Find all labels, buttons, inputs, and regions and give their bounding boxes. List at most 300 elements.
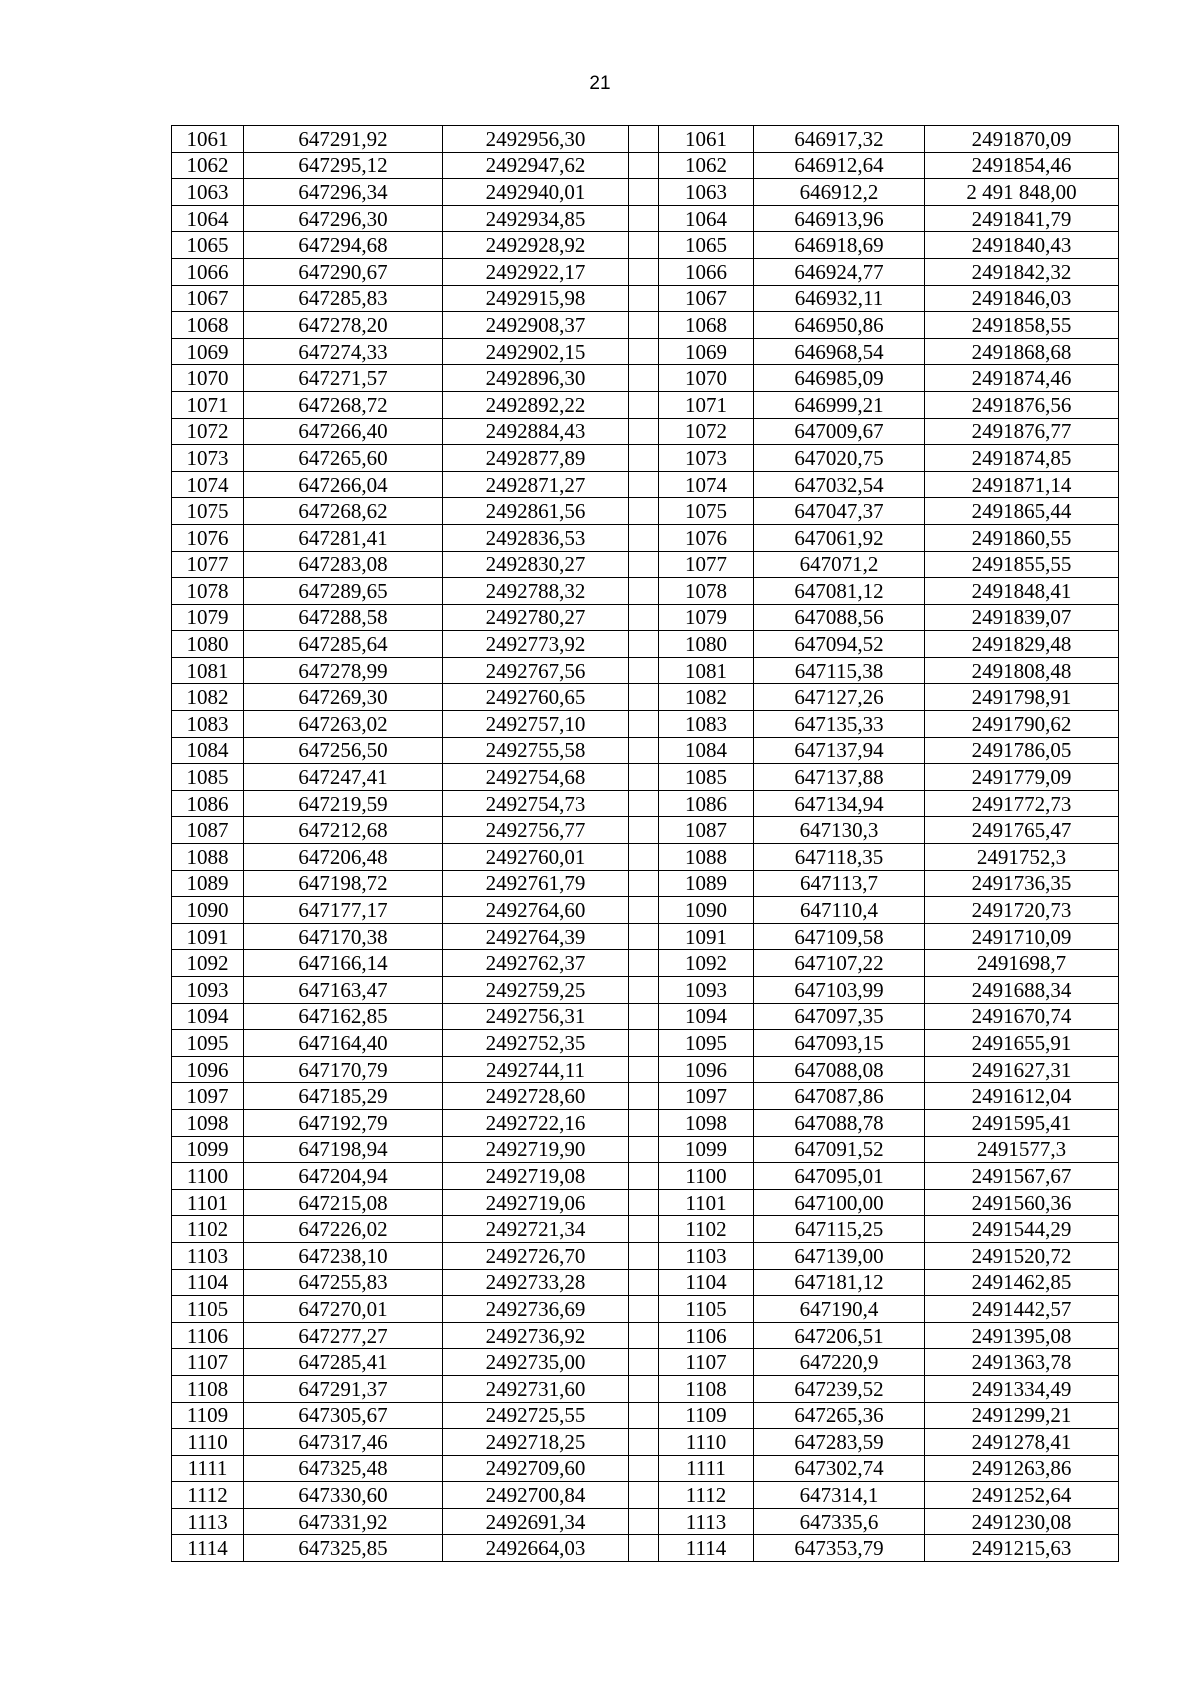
right-y-coordinate: 2491790,62: [925, 711, 1119, 738]
table-row: [172, 844, 1119, 871]
spacer-cell: [629, 844, 659, 871]
left-y-coordinate: 2492764,60: [443, 897, 629, 924]
right-x-coordinate: 647113,7: [754, 870, 925, 897]
left-x-coordinate: 647270,01: [244, 1296, 443, 1323]
right-point-number: 1075: [659, 498, 754, 525]
right-point-number: 1065: [659, 232, 754, 259]
left-x-coordinate: 647256,50: [244, 737, 443, 764]
spacer-cell: [629, 152, 659, 179]
right-x-coordinate: 647091,52: [754, 1136, 925, 1163]
right-x-coordinate: 647032,54: [754, 471, 925, 498]
left-x-coordinate: 647255,83: [244, 1269, 443, 1296]
left-x-coordinate: 647192,79: [244, 1109, 443, 1136]
left-x-coordinate: 647164,40: [244, 1030, 443, 1057]
right-y-coordinate: 2491462,85: [925, 1269, 1119, 1296]
right-x-coordinate: 646913,96: [754, 205, 925, 232]
left-x-coordinate: 647185,29: [244, 1083, 443, 1110]
spacer-cell: [629, 657, 659, 684]
spacer-cell: [629, 1189, 659, 1216]
right-x-coordinate: 647137,94: [754, 737, 925, 764]
left-y-coordinate: 2492756,31: [443, 1003, 629, 1030]
spacer-cell: [629, 1429, 659, 1456]
right-y-coordinate: 2491334,49: [925, 1375, 1119, 1402]
right-y-coordinate: 2491278,41: [925, 1429, 1119, 1456]
left-y-coordinate: 2492719,06: [443, 1189, 629, 1216]
right-point-number: 1110: [659, 1429, 754, 1456]
right-x-coordinate: 647239,52: [754, 1375, 925, 1402]
right-point-number: 1109: [659, 1402, 754, 1429]
spacer-cell: [629, 631, 659, 658]
left-x-coordinate: 647206,48: [244, 844, 443, 871]
right-x-coordinate: 647118,35: [754, 844, 925, 871]
left-x-coordinate: 647163,47: [244, 977, 443, 1004]
left-x-coordinate: 647265,60: [244, 445, 443, 472]
right-x-coordinate: 647115,38: [754, 657, 925, 684]
right-x-coordinate: 647103,99: [754, 977, 925, 1004]
table-row: [172, 1402, 1119, 1429]
right-x-coordinate: 647190,4: [754, 1296, 925, 1323]
right-x-coordinate: 647353,79: [754, 1535, 925, 1562]
left-point-number: 1061: [172, 126, 244, 153]
left-y-coordinate: 2492861,56: [443, 498, 629, 525]
left-y-coordinate: 2492877,89: [443, 445, 629, 472]
right-x-coordinate: 647181,12: [754, 1269, 925, 1296]
spacer-cell: [629, 817, 659, 844]
left-y-coordinate: 2492871,27: [443, 471, 629, 498]
coordinates-table: [171, 125, 1119, 1562]
right-point-number: 1077: [659, 551, 754, 578]
left-point-number: 1069: [172, 338, 244, 365]
right-x-coordinate: 646999,21: [754, 391, 925, 418]
right-point-number: 1078: [659, 578, 754, 605]
left-x-coordinate: 647291,92: [244, 126, 443, 153]
right-y-coordinate: 2491846,03: [925, 285, 1119, 312]
right-y-coordinate: 2491842,32: [925, 258, 1119, 285]
left-y-coordinate: 2492788,32: [443, 578, 629, 605]
right-x-coordinate: 647135,33: [754, 711, 925, 738]
right-y-coordinate: 2491841,79: [925, 205, 1119, 232]
spacer-cell: [629, 1482, 659, 1509]
left-y-coordinate: 2492892,22: [443, 391, 629, 418]
left-x-coordinate: 647212,68: [244, 817, 443, 844]
right-point-number: 1113: [659, 1508, 754, 1535]
left-point-number: 1096: [172, 1056, 244, 1083]
left-x-coordinate: 647285,64: [244, 631, 443, 658]
table-row: [172, 684, 1119, 711]
right-point-number: 1095: [659, 1030, 754, 1057]
right-y-coordinate: 2491655,91: [925, 1030, 1119, 1057]
left-point-number: 1085: [172, 764, 244, 791]
right-point-number: 1104: [659, 1269, 754, 1296]
right-y-coordinate: 2491698,7: [925, 950, 1119, 977]
spacer-cell: [629, 604, 659, 631]
spacer-cell: [629, 1322, 659, 1349]
left-point-number: 1111: [172, 1455, 244, 1482]
right-y-coordinate: 2491876,77: [925, 418, 1119, 445]
left-x-coordinate: 647296,30: [244, 205, 443, 232]
right-point-number: 1101: [659, 1189, 754, 1216]
table-row: [172, 1056, 1119, 1083]
left-y-coordinate: 2492700,84: [443, 1482, 629, 1509]
spacer-cell: [629, 897, 659, 924]
left-y-coordinate: 2492759,25: [443, 977, 629, 1004]
left-x-coordinate: 647281,41: [244, 524, 443, 551]
right-y-coordinate: 2491567,67: [925, 1163, 1119, 1190]
left-y-coordinate: 2492731,60: [443, 1375, 629, 1402]
right-y-coordinate: 2491874,46: [925, 365, 1119, 392]
right-point-number: 1090: [659, 897, 754, 924]
table-row: [172, 445, 1119, 472]
left-x-coordinate: 647226,02: [244, 1216, 443, 1243]
left-x-coordinate: 647271,57: [244, 365, 443, 392]
right-x-coordinate: 647107,22: [754, 950, 925, 977]
right-x-coordinate: 646912,2: [754, 179, 925, 206]
table-row: [172, 657, 1119, 684]
left-y-coordinate: 2492664,03: [443, 1535, 629, 1562]
left-y-coordinate: 2492934,85: [443, 205, 629, 232]
left-y-coordinate: 2492722,16: [443, 1109, 629, 1136]
right-point-number: 1079: [659, 604, 754, 631]
table-row: [172, 498, 1119, 525]
table-row: [172, 126, 1119, 153]
spacer-cell: [629, 471, 659, 498]
table-row: [172, 1269, 1119, 1296]
spacer-cell: [629, 1375, 659, 1402]
spacer-cell: [629, 1296, 659, 1323]
left-point-number: 1075: [172, 498, 244, 525]
right-point-number: 1062: [659, 152, 754, 179]
table-row: [172, 418, 1119, 445]
table-row: [172, 152, 1119, 179]
right-y-coordinate: 2491839,07: [925, 604, 1119, 631]
left-point-number: 1095: [172, 1030, 244, 1057]
left-point-number: 1101: [172, 1189, 244, 1216]
right-point-number: 1072: [659, 418, 754, 445]
left-y-coordinate: 2492896,30: [443, 365, 629, 392]
left-x-coordinate: 647204,94: [244, 1163, 443, 1190]
left-x-coordinate: 647288,58: [244, 604, 443, 631]
table-row: [172, 1216, 1119, 1243]
table-row: [172, 471, 1119, 498]
table-row: [172, 897, 1119, 924]
spacer-cell: [629, 977, 659, 1004]
spacer-cell: [629, 365, 659, 392]
left-x-coordinate: 647263,02: [244, 711, 443, 738]
spacer-cell: [629, 312, 659, 339]
left-point-number: 1098: [172, 1109, 244, 1136]
left-point-number: 1094: [172, 1003, 244, 1030]
left-x-coordinate: 647330,60: [244, 1482, 443, 1509]
left-y-coordinate: 2492756,77: [443, 817, 629, 844]
right-y-coordinate: 2491808,48: [925, 657, 1119, 684]
coordinates-table-body: [172, 126, 1119, 1562]
right-y-coordinate: 2491876,56: [925, 391, 1119, 418]
spacer-cell: [629, 445, 659, 472]
right-y-coordinate: 2491736,35: [925, 870, 1119, 897]
spacer-cell: [629, 1030, 659, 1057]
spacer-cell: [629, 1136, 659, 1163]
left-y-coordinate: 2492760,65: [443, 684, 629, 711]
right-point-number: 1114: [659, 1535, 754, 1562]
left-point-number: 1107: [172, 1349, 244, 1376]
right-x-coordinate: 646917,32: [754, 126, 925, 153]
right-x-coordinate: 646968,54: [754, 338, 925, 365]
left-y-coordinate: 2492762,37: [443, 950, 629, 977]
table-row: [172, 179, 1119, 206]
right-y-coordinate: 2491765,47: [925, 817, 1119, 844]
right-point-number: 1103: [659, 1242, 754, 1269]
left-y-coordinate: 2492744,11: [443, 1056, 629, 1083]
right-point-number: 1087: [659, 817, 754, 844]
right-x-coordinate: 647088,56: [754, 604, 925, 631]
right-x-coordinate: 647088,78: [754, 1109, 925, 1136]
left-y-coordinate: 2492764,39: [443, 923, 629, 950]
right-x-coordinate: 647220,9: [754, 1349, 925, 1376]
right-x-coordinate: 647047,37: [754, 498, 925, 525]
right-y-coordinate: 2491544,29: [925, 1216, 1119, 1243]
left-y-coordinate: 2492709,60: [443, 1455, 629, 1482]
right-y-coordinate: 2491752,3: [925, 844, 1119, 871]
left-point-number: 1067: [172, 285, 244, 312]
left-point-number: 1086: [172, 790, 244, 817]
left-x-coordinate: 647268,62: [244, 498, 443, 525]
spacer-cell: [629, 1056, 659, 1083]
left-point-number: 1102: [172, 1216, 244, 1243]
right-point-number: 1070: [659, 365, 754, 392]
left-point-number: 1081: [172, 657, 244, 684]
table-row: [172, 551, 1119, 578]
left-point-number: 1066: [172, 258, 244, 285]
right-point-number: 1064: [659, 205, 754, 232]
right-x-coordinate: 647009,67: [754, 418, 925, 445]
right-y-coordinate: 2491871,14: [925, 471, 1119, 498]
table-row: [172, 1455, 1119, 1482]
right-x-coordinate: 647115,25: [754, 1216, 925, 1243]
left-x-coordinate: 647285,41: [244, 1349, 443, 1376]
spacer-cell: [629, 790, 659, 817]
table-row: [172, 1349, 1119, 1376]
left-point-number: 1108: [172, 1375, 244, 1402]
table-row: [172, 1030, 1119, 1057]
spacer-cell: [629, 1455, 659, 1482]
left-y-coordinate: 2492836,53: [443, 524, 629, 551]
right-y-coordinate: 2491263,86: [925, 1455, 1119, 1482]
left-y-coordinate: 2492947,62: [443, 152, 629, 179]
spacer-cell: [629, 1216, 659, 1243]
right-x-coordinate: 647061,92: [754, 524, 925, 551]
left-y-coordinate: 2492736,92: [443, 1322, 629, 1349]
table-row: [172, 391, 1119, 418]
left-x-coordinate: 647266,04: [244, 471, 443, 498]
right-y-coordinate: 2491840,43: [925, 232, 1119, 259]
right-y-coordinate: 2491299,21: [925, 1402, 1119, 1429]
table-row: [172, 258, 1119, 285]
spacer-cell: [629, 1163, 659, 1190]
right-x-coordinate: 646932,11: [754, 285, 925, 312]
right-y-coordinate: 2491215,63: [925, 1535, 1119, 1562]
right-x-coordinate: 646918,69: [754, 232, 925, 259]
left-point-number: 1076: [172, 524, 244, 551]
right-x-coordinate: 647081,12: [754, 578, 925, 605]
left-point-number: 1097: [172, 1083, 244, 1110]
left-y-coordinate: 2492956,30: [443, 126, 629, 153]
table-row: [172, 1242, 1119, 1269]
spacer-cell: [629, 498, 659, 525]
right-x-coordinate: 647071,2: [754, 551, 925, 578]
left-point-number: 1064: [172, 205, 244, 232]
table-row: [172, 1136, 1119, 1163]
left-point-number: 1114: [172, 1535, 244, 1562]
left-y-coordinate: 2492902,15: [443, 338, 629, 365]
left-point-number: 1072: [172, 418, 244, 445]
left-y-coordinate: 2492761,79: [443, 870, 629, 897]
left-x-coordinate: 647289,65: [244, 578, 443, 605]
right-point-number: 1106: [659, 1322, 754, 1349]
right-x-coordinate: 647139,00: [754, 1242, 925, 1269]
left-point-number: 1063: [172, 179, 244, 206]
left-y-coordinate: 2492922,17: [443, 258, 629, 285]
spacer-cell: [629, 1083, 659, 1110]
right-y-coordinate: 2491395,08: [925, 1322, 1119, 1349]
left-y-coordinate: 2492691,34: [443, 1508, 629, 1535]
right-x-coordinate: 647302,74: [754, 1455, 925, 1482]
left-y-coordinate: 2492721,34: [443, 1216, 629, 1243]
left-point-number: 1087: [172, 817, 244, 844]
left-y-coordinate: 2492754,73: [443, 790, 629, 817]
left-x-coordinate: 647198,72: [244, 870, 443, 897]
left-point-number: 1106: [172, 1322, 244, 1349]
right-y-coordinate: 2491720,73: [925, 897, 1119, 924]
left-y-coordinate: 2492884,43: [443, 418, 629, 445]
spacer-cell: [629, 684, 659, 711]
spacer-cell: [629, 950, 659, 977]
left-y-coordinate: 2492735,00: [443, 1349, 629, 1376]
spacer-cell: [629, 1109, 659, 1136]
left-x-coordinate: 647317,46: [244, 1429, 443, 1456]
table-row: [172, 817, 1119, 844]
table-row: [172, 790, 1119, 817]
right-y-coordinate: 2491855,55: [925, 551, 1119, 578]
left-x-coordinate: 647283,08: [244, 551, 443, 578]
right-x-coordinate: 647097,35: [754, 1003, 925, 1030]
spacer-cell: [629, 1402, 659, 1429]
right-y-coordinate: 2491577,3: [925, 1136, 1119, 1163]
left-y-coordinate: 2492928,92: [443, 232, 629, 259]
spacer-cell: [629, 711, 659, 738]
left-y-coordinate: 2492719,90: [443, 1136, 629, 1163]
spacer-cell: [629, 338, 659, 365]
table-row: [172, 1083, 1119, 1110]
spacer-cell: [629, 551, 659, 578]
right-y-coordinate: 2491865,44: [925, 498, 1119, 525]
right-point-number: 1096: [659, 1056, 754, 1083]
left-x-coordinate: 647325,48: [244, 1455, 443, 1482]
right-x-coordinate: 647335,6: [754, 1508, 925, 1535]
right-x-coordinate: 647093,15: [754, 1030, 925, 1057]
table-row: [172, 764, 1119, 791]
left-x-coordinate: 647294,68: [244, 232, 443, 259]
right-point-number: 1082: [659, 684, 754, 711]
table-row: [172, 578, 1119, 605]
left-point-number: 1103: [172, 1242, 244, 1269]
right-y-coordinate: 2491520,72: [925, 1242, 1119, 1269]
table-row: [172, 604, 1119, 631]
spacer-cell: [629, 391, 659, 418]
table-row: [172, 285, 1119, 312]
right-x-coordinate: 647314,1: [754, 1482, 925, 1509]
table-row: [172, 205, 1119, 232]
right-point-number: 1076: [659, 524, 754, 551]
right-x-coordinate: 647137,88: [754, 764, 925, 791]
right-y-coordinate: 2491612,04: [925, 1083, 1119, 1110]
right-x-coordinate: 647134,94: [754, 790, 925, 817]
spacer-cell: [629, 578, 659, 605]
left-point-number: 1093: [172, 977, 244, 1004]
right-x-coordinate: 646912,64: [754, 152, 925, 179]
left-point-number: 1109: [172, 1402, 244, 1429]
right-x-coordinate: 646985,09: [754, 365, 925, 392]
left-x-coordinate: 647177,17: [244, 897, 443, 924]
spacer-cell: [629, 737, 659, 764]
right-y-coordinate: 2491848,41: [925, 578, 1119, 605]
right-y-coordinate: 2491786,05: [925, 737, 1119, 764]
left-point-number: 1062: [172, 152, 244, 179]
left-x-coordinate: 647285,83: [244, 285, 443, 312]
right-point-number: 1093: [659, 977, 754, 1004]
right-point-number: 1097: [659, 1083, 754, 1110]
left-x-coordinate: 647269,30: [244, 684, 443, 711]
right-x-coordinate: 647127,26: [754, 684, 925, 711]
spacer-cell: [629, 764, 659, 791]
left-point-number: 1090: [172, 897, 244, 924]
right-point-number: 1100: [659, 1163, 754, 1190]
left-x-coordinate: 647162,85: [244, 1003, 443, 1030]
right-point-number: 1073: [659, 445, 754, 472]
right-y-coordinate: 2491560,36: [925, 1189, 1119, 1216]
right-y-coordinate: 2491829,48: [925, 631, 1119, 658]
right-x-coordinate: 647265,36: [754, 1402, 925, 1429]
right-x-coordinate: 647020,75: [754, 445, 925, 472]
right-x-coordinate: 647088,08: [754, 1056, 925, 1083]
table-row: [172, 1296, 1119, 1323]
left-point-number: 1091: [172, 923, 244, 950]
right-point-number: 1089: [659, 870, 754, 897]
left-y-coordinate: 2492915,98: [443, 285, 629, 312]
left-y-coordinate: 2492718,25: [443, 1429, 629, 1456]
right-point-number: 1098: [659, 1109, 754, 1136]
left-x-coordinate: 647170,38: [244, 923, 443, 950]
right-y-coordinate: 2491858,55: [925, 312, 1119, 339]
right-y-coordinate: 2491670,74: [925, 1003, 1119, 1030]
right-point-number: 1061: [659, 126, 754, 153]
left-x-coordinate: 647238,10: [244, 1242, 443, 1269]
spacer-cell: [629, 179, 659, 206]
spacer-cell: [629, 870, 659, 897]
left-x-coordinate: 647219,59: [244, 790, 443, 817]
left-y-coordinate: 2492733,28: [443, 1269, 629, 1296]
spacer-cell: [629, 205, 659, 232]
left-x-coordinate: 647274,33: [244, 338, 443, 365]
table-row: [172, 1508, 1119, 1535]
left-x-coordinate: 647170,79: [244, 1056, 443, 1083]
table-row: [172, 711, 1119, 738]
left-x-coordinate: 647305,67: [244, 1402, 443, 1429]
left-x-coordinate: 647277,27: [244, 1322, 443, 1349]
right-y-coordinate: 2491627,31: [925, 1056, 1119, 1083]
left-y-coordinate: 2492725,55: [443, 1402, 629, 1429]
left-point-number: 1070: [172, 365, 244, 392]
right-point-number: 1067: [659, 285, 754, 312]
